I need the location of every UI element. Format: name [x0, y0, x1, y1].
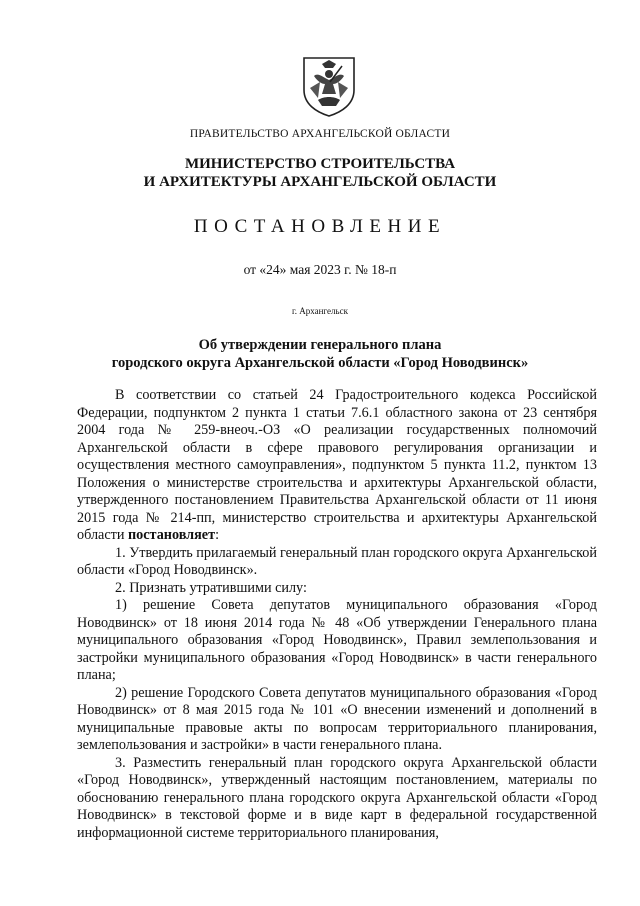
- item-3: 3. Разместить генеральный план городского округа Архангельской области «Город Новодвинск», утвержденный настоящим постановлением, материалы по обоснованию генерального плана городского округа Архангельской области «Город Новодвинск» в текстовой форме и в виде карт в федеральной государственной информационной системе территориального планирования,: [77, 754, 597, 841]
- ministry-name: [0, 155, 640, 191]
- decree-word: постановляет: [127, 527, 216, 543]
- ministry-line-2: И АРХИТЕКТУРЫ АРХАНГЕЛЬСКОЙ ОБЛАСТИ: [143, 174, 497, 190]
- item-1: 1. Утвердить прилагаемый генеральный план городского округа Архангельской области «Город Новодвинск».: [77, 544, 597, 578]
- item-2: 2. Признать утратившими силу:: [115, 579, 307, 596]
- preamble-paragraph: [77, 387, 597, 545]
- ministry-line-1: МИНИСТЕРСТВО СТРОИТЕЛЬСТВА: [184, 156, 456, 172]
- subject-line-1: Об утверждении генерального плана: [198, 337, 442, 353]
- document-city: г. Архангельск: [292, 306, 348, 316]
- document-type: ПОСТАНОВЛЕНИЕ: [193, 216, 447, 237]
- coat-of-arms-icon: [300, 54, 358, 118]
- government-name: ПРАВИТЕЛЬСТВО АРХАНГЕЛЬСКОЙ ОБЛАСТИ: [189, 128, 451, 140]
- preamble-text: В соответствии со статьей 24 Градостроительного кодекса Российской Федерации, подпунктом 2 пункта 1 статьи 7.6.1 областного закона от 23 сентября 2004 года № 259-внеоч.-ОЗ «О реализации государственных полномочий Архангельской области в сфере правового регулирования организации и осуществления местного самоуправления», подпунктом 5 пункта 11.2, пунктом 13 Положения о министерстве строительства и архитектуры Архангельской области, утвержденного постановлением Правительства Архангельской области от 11 июня 2015 года № 214-пп, министерство строительства и архитектуры Архангельской области: [77, 387, 597, 543]
- item-2-1: 1) решение Совета депутатов муниципального образования «Город Новодвинск» от 18 июня 2014 года № 48 «Об утверждении Генерального плана муниципального образования «Город Новодвинск», Правил землепользования и застройки муниципального образования «Город Новодвинск» в части генерального плана;: [77, 597, 597, 683]
- document-date-number: от «24» мая 2023 г. № 18-п: [243, 262, 397, 277]
- item-2-2: 2) решение Городского Совета депутатов муниципального образования «Город Новодвинск» от 8 мая 2015 года № 101 «О внесении изменений и дополнений в муниципальные правовые акты по вопросам территориального планирования, землепользования и застройки» в части генерального плана.: [77, 684, 597, 753]
- document-body: [77, 387, 597, 842]
- document-subject: [0, 336, 640, 372]
- subject-line-2: городского округа Архангельской области «Город Новодвинск»: [111, 355, 529, 371]
- decree-colon: :: [215, 527, 220, 543]
